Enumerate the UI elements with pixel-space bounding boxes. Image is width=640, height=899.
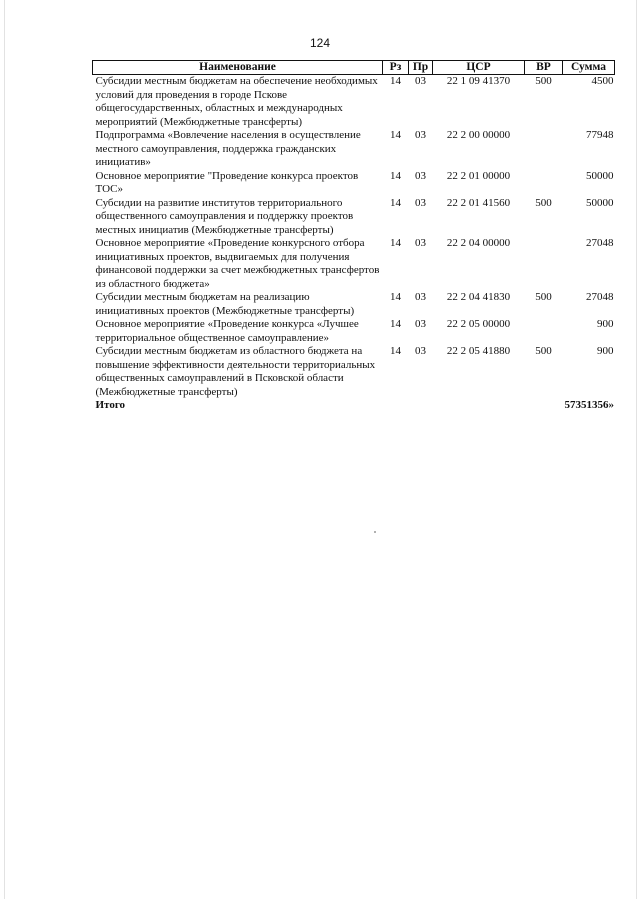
table-row xyxy=(93,197,615,238)
row-pr: 03 xyxy=(415,75,426,87)
row-csr: 22 2 04 41830 xyxy=(446,291,511,303)
row-sum: 27048 xyxy=(586,237,614,249)
row-name: Основное мероприятие «Проведение конкурсного отбора инициативных проектов, выдвигаемых для получения финансовой поддержки за счет межбюджетных трансфертов из областного бюджета» xyxy=(95,237,380,290)
header-name: Наименование xyxy=(93,61,383,75)
budget-table xyxy=(92,60,615,413)
total-rz-empty xyxy=(383,399,409,413)
scan-left-edge xyxy=(4,0,5,899)
row-sum: 50000 xyxy=(586,169,614,182)
row-vr xyxy=(525,318,563,345)
table-row xyxy=(93,318,615,345)
row-rz: 14 xyxy=(390,237,401,249)
row-sum: 27048 xyxy=(586,291,614,303)
row-vr: 500 xyxy=(535,196,552,209)
total-sum: 57351356» xyxy=(564,399,614,411)
row-sum: 50000 xyxy=(586,196,614,209)
row-vr xyxy=(525,237,563,291)
row-sum: 900 xyxy=(597,318,614,330)
row-pr: 03 xyxy=(415,318,426,330)
row-csr: 22 2 05 41880 xyxy=(446,345,511,357)
row-sum: 900 xyxy=(597,345,614,357)
row-rz: 14 xyxy=(390,169,401,182)
header-sum: Сумма xyxy=(563,61,615,75)
row-pr: 03 xyxy=(415,196,426,209)
row-rz: 14 xyxy=(390,345,401,357)
row-name: Субсидии на развитие институтов территориального общественного самоуправления и поддержку проектов местных инициатив (Межбюджетные трансферты) xyxy=(95,196,354,236)
row-rz: 14 xyxy=(390,75,401,87)
table-row xyxy=(93,291,615,318)
row-rz: 14 xyxy=(390,291,401,303)
row-sum: 77948 xyxy=(586,129,614,141)
row-pr: 03 xyxy=(415,345,426,357)
row-rz: 14 xyxy=(390,196,401,209)
row-vr: 500 xyxy=(535,345,552,357)
row-csr: 22 2 05 00000 xyxy=(446,318,511,330)
row-name: Основное мероприятие «Проведение конкурса «Лучшее территориальное общественное самоуправление» xyxy=(95,318,359,344)
row-pr: 03 xyxy=(415,291,426,303)
row-name: Субсидии местным бюджетам из областного бюджета на повышение эффективности деятельности территориальных общественных самоуправлений в Псковской области (Межбюджетные трансферты) xyxy=(95,345,376,398)
header-pr: Пр xyxy=(409,61,433,75)
row-csr: 22 2 04 00000 xyxy=(446,237,511,249)
table-row xyxy=(93,237,615,291)
table-row xyxy=(93,75,615,130)
row-name: Субсидии местным бюджетам на реализацию инициативных проектов (Межбюджетные трансферты) xyxy=(95,291,355,317)
row-vr: 500 xyxy=(535,75,552,87)
scan-speck xyxy=(374,531,376,533)
total-label: Итого xyxy=(95,399,126,411)
total-pr-empty xyxy=(409,399,433,413)
row-csr: 22 2 00 00000 xyxy=(446,129,511,141)
row-pr: 03 xyxy=(415,237,426,249)
table-header-row xyxy=(93,61,615,75)
row-rz: 14 xyxy=(390,318,401,330)
total-vr-empty xyxy=(525,399,563,413)
page-number: 124 xyxy=(309,36,331,50)
table-row xyxy=(93,170,615,197)
row-name: Субсидии местным бюджетам на обеспечение необходимых условий для проведения в городе Пскове общегосударственных, областных и международных мероприятий (Межбюджетные трансферты) xyxy=(95,75,378,128)
row-sum: 4500 xyxy=(591,75,614,87)
row-csr: 22 1 09 41370 xyxy=(446,75,511,87)
header-vr: ВР xyxy=(525,61,563,75)
total-csr-empty xyxy=(433,399,525,413)
row-vr xyxy=(525,129,563,170)
row-name: Подпрограмма «Вовлечение населения в осуществление местного самоуправления, поддержка гражданских инициатив» xyxy=(95,129,361,168)
row-name: Основное мероприятие "Проведение конкурса проектов ТОС» xyxy=(95,169,359,195)
row-vr xyxy=(525,170,563,197)
header-rz: Рз xyxy=(383,61,409,75)
header-csr: ЦСР xyxy=(433,61,525,75)
row-csr: 22 2 01 00000 xyxy=(446,169,511,182)
row-pr: 03 xyxy=(415,129,426,141)
row-vr: 500 xyxy=(535,291,552,303)
table-row xyxy=(93,129,615,170)
total-row xyxy=(93,399,615,413)
row-csr: 22 2 01 41560 xyxy=(446,196,511,209)
row-rz: 14 xyxy=(390,129,401,141)
row-pr: 03 xyxy=(415,169,426,182)
table-row xyxy=(93,345,615,399)
scan-right-edge xyxy=(636,0,637,899)
